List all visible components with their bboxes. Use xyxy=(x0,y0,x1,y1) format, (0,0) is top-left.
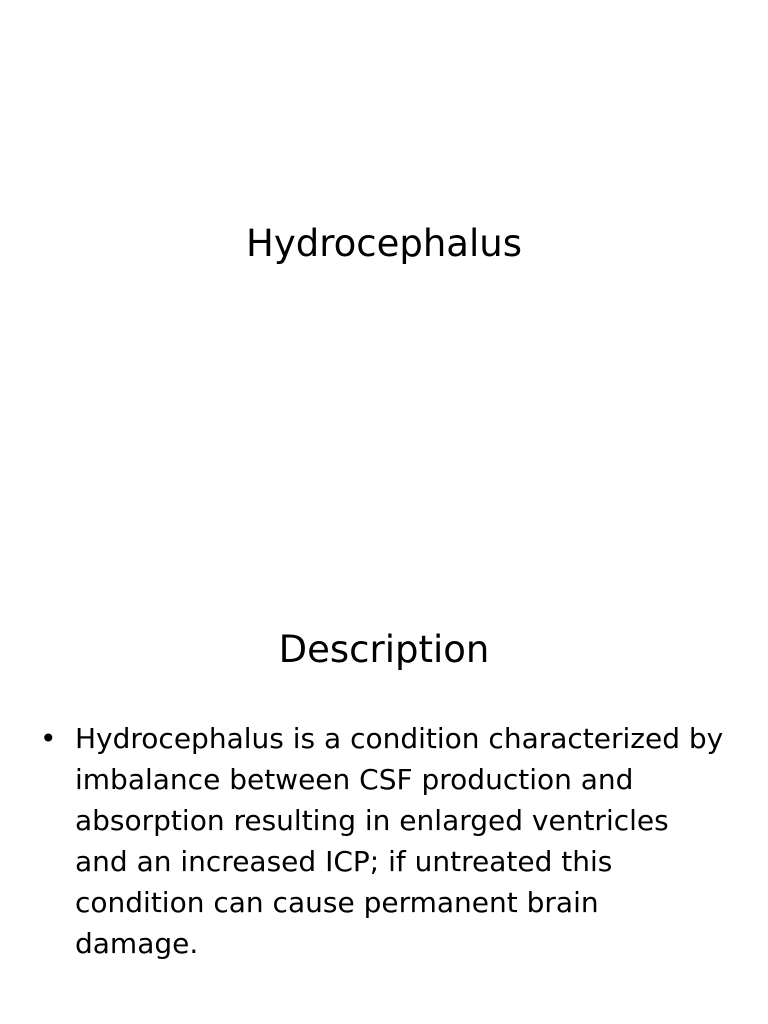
bullet-list xyxy=(40,718,730,964)
bullet-text: Hydrocephalus is a condition characterized by imbalance between CSF production and absorption resulting in enlarged ventricles and an increased ICP; if untreated this condition can cause permanent brain damage. xyxy=(75,722,724,960)
section-heading-description: Description xyxy=(278,628,490,671)
list-item xyxy=(40,718,730,964)
bullet-icon: • xyxy=(40,722,57,755)
page-title: Hydrocephalus xyxy=(246,222,522,265)
